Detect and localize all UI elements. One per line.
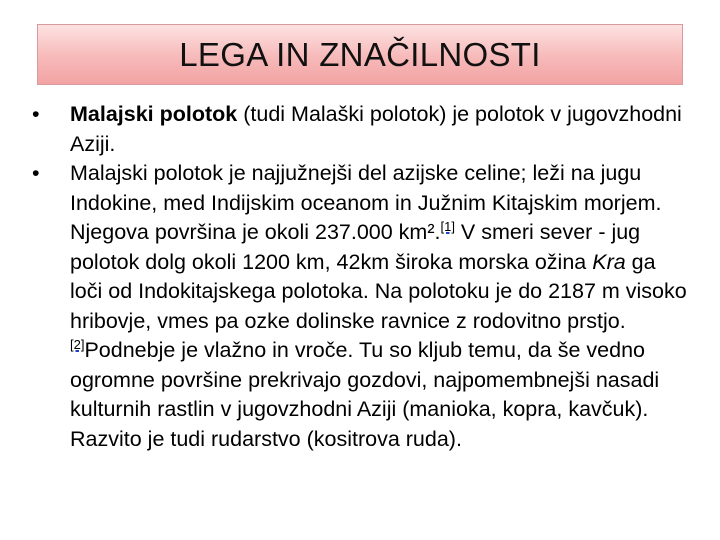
bullet-item-2	[30, 159, 690, 454]
bullet-1-text: (tudi Malaški polotok) je polotok v jugovzhodni Aziji.	[70, 102, 682, 156]
bullet-2-text-part1: Malajski polotok je najjužnejši del azijske celine; leži na jugu Indokine, med Indijskim oceanom in Južnim Kitajskim morjem. Njegova površina je okoli 237.000 km².	[70, 161, 662, 244]
kra-italic: Kra	[592, 249, 626, 274]
bullet-2-text-part2: V smeri sever - jug polotok dolg okoli 1200 km, 42km široka morska ožina	[70, 220, 641, 274]
bullet-2-text-part3: ga loči od Indokitajskega polotoka. Na polotoku je do 2187 m visoko hribovje, vmes pa ozke dolinske ravnice z rodovitno prstjo.	[70, 249, 687, 333]
title-box	[37, 24, 683, 85]
content-body	[30, 100, 690, 454]
reference-link-1[interactable]: [1]	[440, 218, 455, 234]
reference-link-2[interactable]: [2]	[70, 336, 85, 352]
bullet-item-1	[30, 100, 690, 159]
slide-title: LEGA IN ZNAČILNOSTI	[179, 35, 541, 73]
term-bold: Malajski polotok	[70, 102, 238, 126]
bullet-2-text-part4: Podnebje je vlažno in vroče. Tu so kljub temu, da še vedno ogromne površine prekrivajo gozdovi, najpomembnejši nasadi kulturnih rastlin v jugovzhodni Aziji (manioka, kopra, kavčuk). Razvito je tudi rudarstvo (kositrova ruda).	[70, 338, 660, 451]
